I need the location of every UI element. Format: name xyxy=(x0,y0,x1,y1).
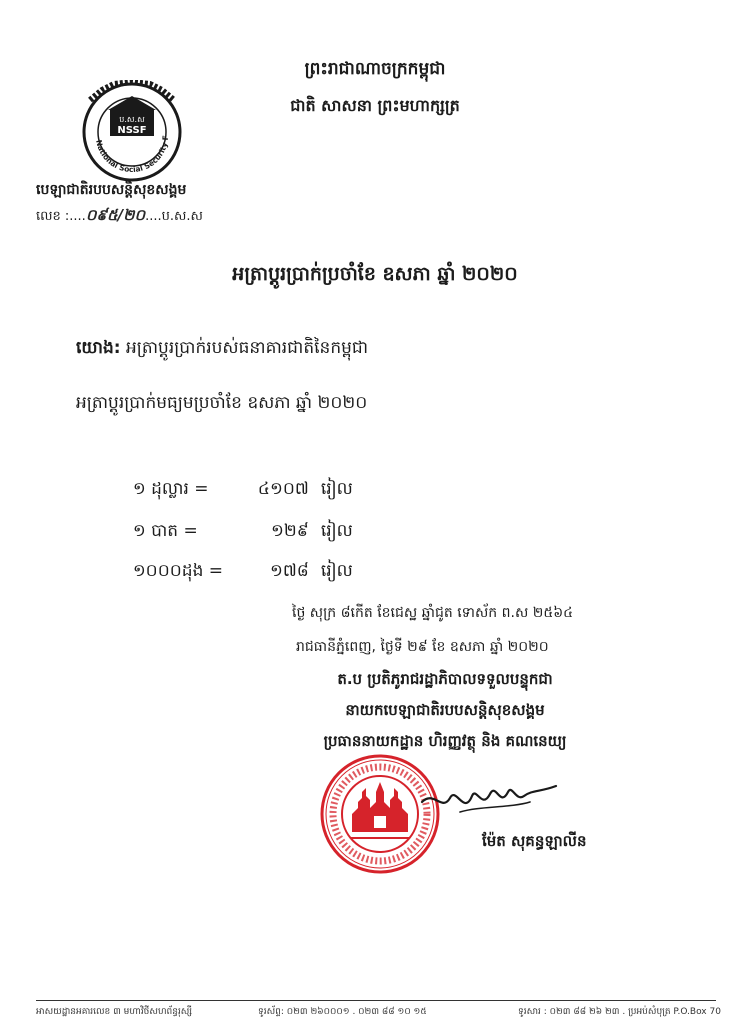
footer-divider xyxy=(36,1000,716,1001)
document-title: អត្រាប្តូរប្រាក់ប្រចាំខែ ឧសភា ឆ្នាំ ២០២០ xyxy=(232,263,518,285)
footer xyxy=(36,1006,721,1019)
rate-value: ១២៩ xyxy=(271,521,309,541)
rate-value: ១៧៨ xyxy=(269,561,309,581)
logo-ring-text: National Social Security F xyxy=(94,135,171,175)
footer-phone: ទូរស័ព្ទ: ០២៣ ២៦០០០១ . ០២៣ ៨៨ ១០ ១៥ xyxy=(258,1007,427,1017)
handwritten-signature xyxy=(420,772,560,822)
reference-number xyxy=(36,206,203,228)
subject-text: អត្រាប្តូរប្រាក់របស់ធនាគារជាតិនៃកម្ពុជា xyxy=(120,338,369,358)
rate-row xyxy=(122,540,353,585)
signatory-line-3: ប្រធាននាយកដ្ឋាន ហិរញ្ញវត្ថុ និង គណនេយ្យ xyxy=(323,732,567,750)
logo-text: NSSF xyxy=(117,125,147,136)
nssf-logo xyxy=(72,80,192,184)
rate-value: ៤១០៧ xyxy=(257,479,309,499)
kingdom-heading: ព្រះរាជាណាចក្រកម្ពុជា xyxy=(304,59,446,79)
rate-row xyxy=(122,458,353,503)
logo-abbr: ប.ស.ស xyxy=(119,115,145,124)
rate-currency: រៀល xyxy=(320,521,353,541)
institution-name: បេឡាជាតិរបបសន្តិសុខសង្គម xyxy=(36,182,187,198)
rate-row xyxy=(122,500,353,545)
rate-currency: រៀល xyxy=(320,561,353,581)
signer-name: ម៉ែត សុគន្ធឡាលីន xyxy=(482,832,587,850)
rate-currency: រៀល xyxy=(320,479,353,499)
subject-line xyxy=(76,337,368,362)
national-motto: ជាតិ សាសនា ព្រះមហាក្សត្រ xyxy=(290,96,460,115)
footer-fax: ទូរសារ : ០២៣ ៨៨ ២៦ ២៣ . ប្រអប់សំបុត្រ P.O.Box 70 xyxy=(518,1007,721,1017)
reference-prefix: លេខ :.... xyxy=(36,209,86,224)
rate-unit: ១ ដុល្លារ = xyxy=(132,479,209,499)
subject-label: យោង: xyxy=(76,338,121,358)
reference-handwritten-number: ០៩៥/២០ xyxy=(85,206,146,224)
solar-date: រាជធានីភ្នំពេញ, ថ្ងៃទី ២៩ ខែ ឧសភា ឆ្នាំ ២០២០ xyxy=(296,639,549,655)
lunar-date: ថ្ងៃ សុក្រ ៨កើត ខែជេស្ឋ ឆ្នាំជូត ទោស័ក ព.ស ២៥៦៤ xyxy=(292,605,574,621)
signatory-line-2: នាយកបេឡាជាតិរបបសន្តិសុខសង្គម xyxy=(345,701,545,719)
signatory-line-1: ត.ប ប្រតិភូរាជរដ្ឋាភិបាលទទួលបន្ទុកជា xyxy=(337,670,553,688)
rate-unit: ១០០០ដុង = xyxy=(132,561,224,581)
reference-suffix: ....ប.ស.ស xyxy=(145,209,203,224)
average-rate-heading: អត្រាប្តូរប្រាក់មធ្យមប្រចាំខែ ឧសភា ឆ្នាំ ២០២០ xyxy=(76,393,368,413)
rate-unit: ១ បាត = xyxy=(132,521,198,541)
footer-address: អាសយដ្ឋានអគារលេខ ៣ មហាវិថីសហព័ន្ធរុស្សី xyxy=(36,1007,193,1017)
